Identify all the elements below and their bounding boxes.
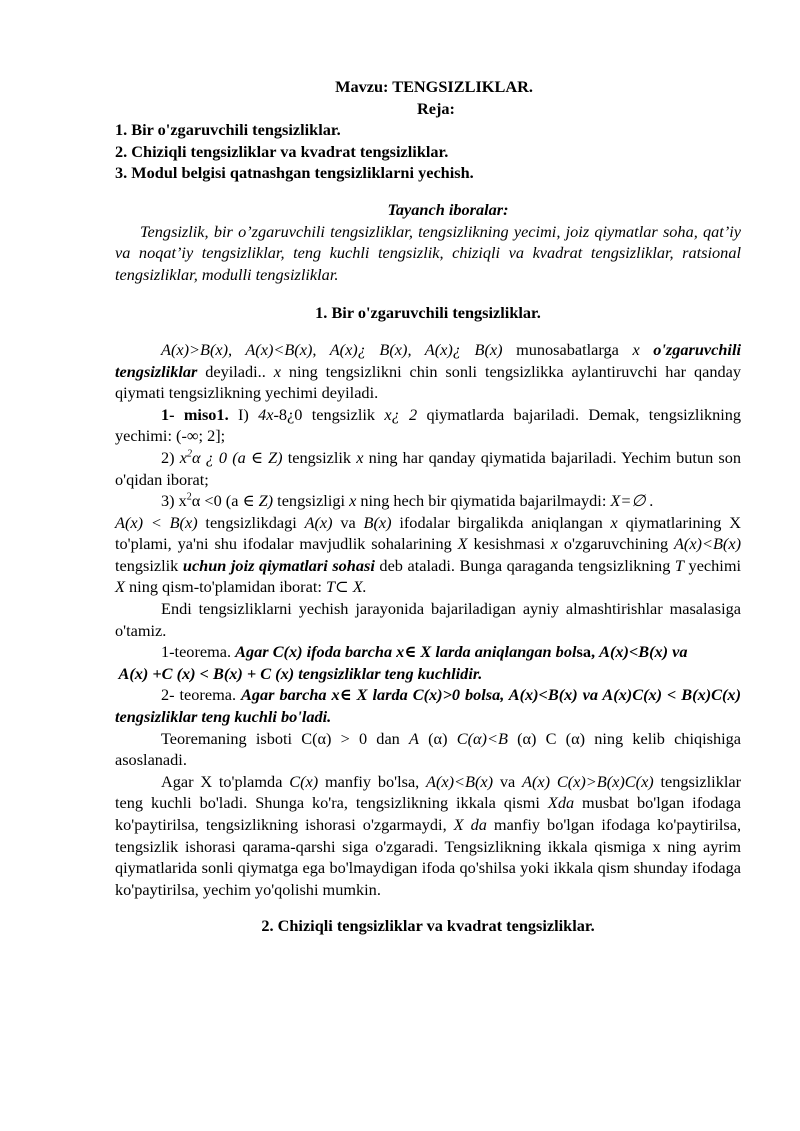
text-fragment: deyiladi.. — [197, 361, 274, 381]
math-expr: T — [674, 555, 684, 575]
plan-list — [115, 119, 741, 184]
text-fragment: qiymatlarining X to'plami, ya'ni shu ifodalar mavjudlik sohalarining — [115, 512, 741, 554]
math-expr: A(x) < B(x) — [115, 512, 198, 532]
variable-x: x — [550, 534, 559, 554]
keywords-heading: Tayanch iboralar: — [387, 199, 509, 219]
text-fragment: 2) — [161, 447, 180, 467]
text-fragment: qiymatlarda bajariladi. Demak, tengsizlikning yechimi: (-∞; 2]; — [115, 404, 742, 446]
inequality-expressions: A(x)>B(x), A(x)<B(x), A(x)¿ B(x), A(x)¿ B(x) — [161, 339, 503, 359]
text-fragment: (α) C (α) ning kelib chiqishiga asoslanadi. — [115, 728, 742, 770]
theorem-text: Agar C(x) ifoda barcha x∈ X larda aniqlangan bol — [235, 642, 577, 662]
math-expr: Z) — [268, 447, 283, 467]
math-expr: 4x — [258, 404, 274, 424]
math-expr: x¿ 2 — [384, 404, 418, 424]
plan-item-2: 2. Chiziqli tengsizliklar va kvadrat tengsizliklar. — [115, 141, 449, 161]
text-fragment: va — [332, 512, 364, 532]
math-expr: A(x)<B(x) — [426, 771, 494, 791]
math-expr: C(α)<B — [456, 728, 508, 748]
math-expr: C(x) — [289, 771, 319, 791]
variable-x: x — [356, 447, 364, 467]
variable-x: x — [349, 491, 357, 511]
text-fragment: Teoremaning isboti C(α) > 0 dan — [161, 728, 409, 748]
variable-x: x — [610, 512, 618, 532]
math-expr: X — [457, 534, 468, 554]
example-2 — [115, 447, 741, 490]
text-fragment: ning hech bir qiymatida bajarilmaydi: — [356, 491, 611, 511]
text-fragment: tengsizlikdagi — [197, 512, 305, 532]
text-fragment: manfiy bo'lsa, — [318, 771, 427, 791]
math-expr: A(x) — [304, 512, 333, 532]
variable-x: x — [179, 447, 187, 467]
example-3 — [115, 490, 741, 512]
exponent: 2 — [186, 448, 192, 460]
plan-item-1: 1. Bir o'zgaruvchili tengsizliklar. — [115, 120, 341, 140]
text-fragment: musbat bo'lgan ifodaga ko'paytirilsa, tengsizlikning ishorasi o'zgarmaydi, — [115, 793, 741, 834]
theorem-2 — [115, 684, 741, 727]
math-expr: A(x) C(x)>B(x)C(x) — [522, 771, 654, 791]
math-expr: X da — [453, 815, 487, 834]
text-fragment: Agar X to'plamda — [161, 771, 290, 791]
math-expr: α <0 (a ∈ — [191, 491, 259, 511]
math-expr: A(x)<B(x) — [673, 534, 741, 554]
theorem-text: Agar barcha x∈ X larda C(x)>0 bolsa, A(x)<B(x) va A(x)C(x) < B(x)C(x) tengsizliklar teng kuchli bo'ladi. — [115, 685, 741, 727]
text-fragment: manfiy bo'lgan ifodaga ko'paytirilsa, tengsizlik ishorasi qarama-qarshi siga o'zgaradi. Tengsizlikning ikkala qismiga x ning ayrim qiymatlarida sonli qiymatga ega bo'lmaydigan ifoda qo'shilsa yoki ikkala qism shunday ifodaga ko'paytirilsa, yechim yo'qolishi mumkin. — [115, 815, 742, 899]
text-fragment: munosabatlarga — [502, 339, 633, 359]
math-expr: Z) — [258, 491, 274, 511]
text-fragment: ning qism-to'plamidan iborat: — [124, 577, 326, 597]
example-label: 1- miso1. — [161, 404, 229, 424]
paragraph-negative — [115, 771, 741, 901]
math-expr: α ¿ 0 (a ∈ — [191, 447, 269, 467]
term-domain: uchun joiz qiymatlari sohasi — [182, 555, 375, 575]
text-fragment: kesishmasi — [467, 534, 551, 554]
paragraph-transformations: Endi tengsizliklarni yechish jarayonida bajariladigan ayniy almashtirishlar masalasiga o'tamiz. — [115, 599, 741, 640]
text-fragment: ning tengsizlikni chin sonli tengsizlikka aylantiruvchi har qanday qiymati tengsizlikning yechimi deyiladi. — [115, 361, 741, 403]
plan-item-3: 3. Modul belgisi qatnashgan tengsizliklarni yechish. — [115, 163, 474, 183]
theorem-1-line-2: A(x) +C (x) < B(x) + C (x) tengsizliklar teng kuchlidir. — [115, 663, 483, 683]
math-expr: X=∅ . — [610, 491, 654, 511]
exponent: 2 — [186, 491, 192, 503]
document-title: Mavzu: TENGSIZLIKLAR. — [335, 77, 533, 96]
text-fragment: I) — [228, 404, 259, 424]
text-fragment: ifodalar birgalikda aniqlangan — [391, 512, 611, 532]
term-one-variable-inequalities: o'zgaruvchili tengsizliklar — [115, 339, 742, 381]
text-fragment: tengsizlik — [115, 555, 183, 575]
text-fragment: tengsizligi — [273, 491, 350, 511]
math-expr: Xda — [547, 793, 575, 813]
math-expr: A — [409, 728, 419, 748]
theorem-1 — [115, 641, 741, 663]
text-fragment: 3) x — [161, 491, 187, 511]
text-fragment: (α) — [418, 728, 457, 748]
theorem-label: 1-teorema. — [161, 642, 236, 662]
text-fragment: -8¿0 tengsizlik — [273, 404, 385, 424]
text-fragment: yechimi — [683, 555, 742, 575]
theorem-text: A(x)<B(x) va — [599, 642, 688, 662]
math-expr: B(x) — [363, 512, 392, 532]
plan-heading: Reja: — [417, 98, 455, 118]
text-fragment: deb ataladi. Bunga qaraganda tengsizlikning — [374, 555, 675, 575]
text-fragment: o'zgaruvchining — [558, 534, 674, 554]
document-content — [115, 76, 741, 937]
variable-x: x — [632, 339, 640, 359]
theorem-label: 2- teorema. — [161, 685, 242, 705]
theorem-text: sa, — [576, 642, 600, 662]
variable-x: x — [273, 361, 281, 381]
text-fragment: tengsizliklar teng kuchli bo'ladi. Shunga ko'ra, tengsizlikning ikkala qismi — [115, 771, 742, 813]
math-expr: X — [115, 577, 125, 597]
text-fragment: tengsizlik — [282, 447, 357, 467]
text-fragment: va — [493, 771, 523, 791]
paragraph-definition — [115, 339, 741, 404]
text-fragment: ning har qanday qiymatida bajariladi. Yechim butun son o'qidan iborat; — [115, 447, 741, 489]
paragraph-proof — [115, 728, 741, 771]
math-expr: T⊂ X. — [325, 577, 367, 597]
section-1-heading: 1. Bir o'zgaruvchili tengsizliklar. — [315, 303, 541, 323]
paragraph-domain — [115, 512, 741, 598]
example-1 — [115, 404, 741, 447]
section-2-heading: 2. Chiziqli tengsizliklar va kvadrat tengsizliklar. — [261, 916, 595, 936]
keywords-text: Tengsizlik, bir o’zgaruvchili tengsizliklar, tengsizlikning yecimi, joiz qiymatlar soha, qat’iy va noqat’iy tengsizliklar, teng kuchli tengsizlik, chiziqli va kvadrat tengsizliklar, ratsional tengsizliklar, modulli tengsizliklar. — [115, 221, 741, 284]
